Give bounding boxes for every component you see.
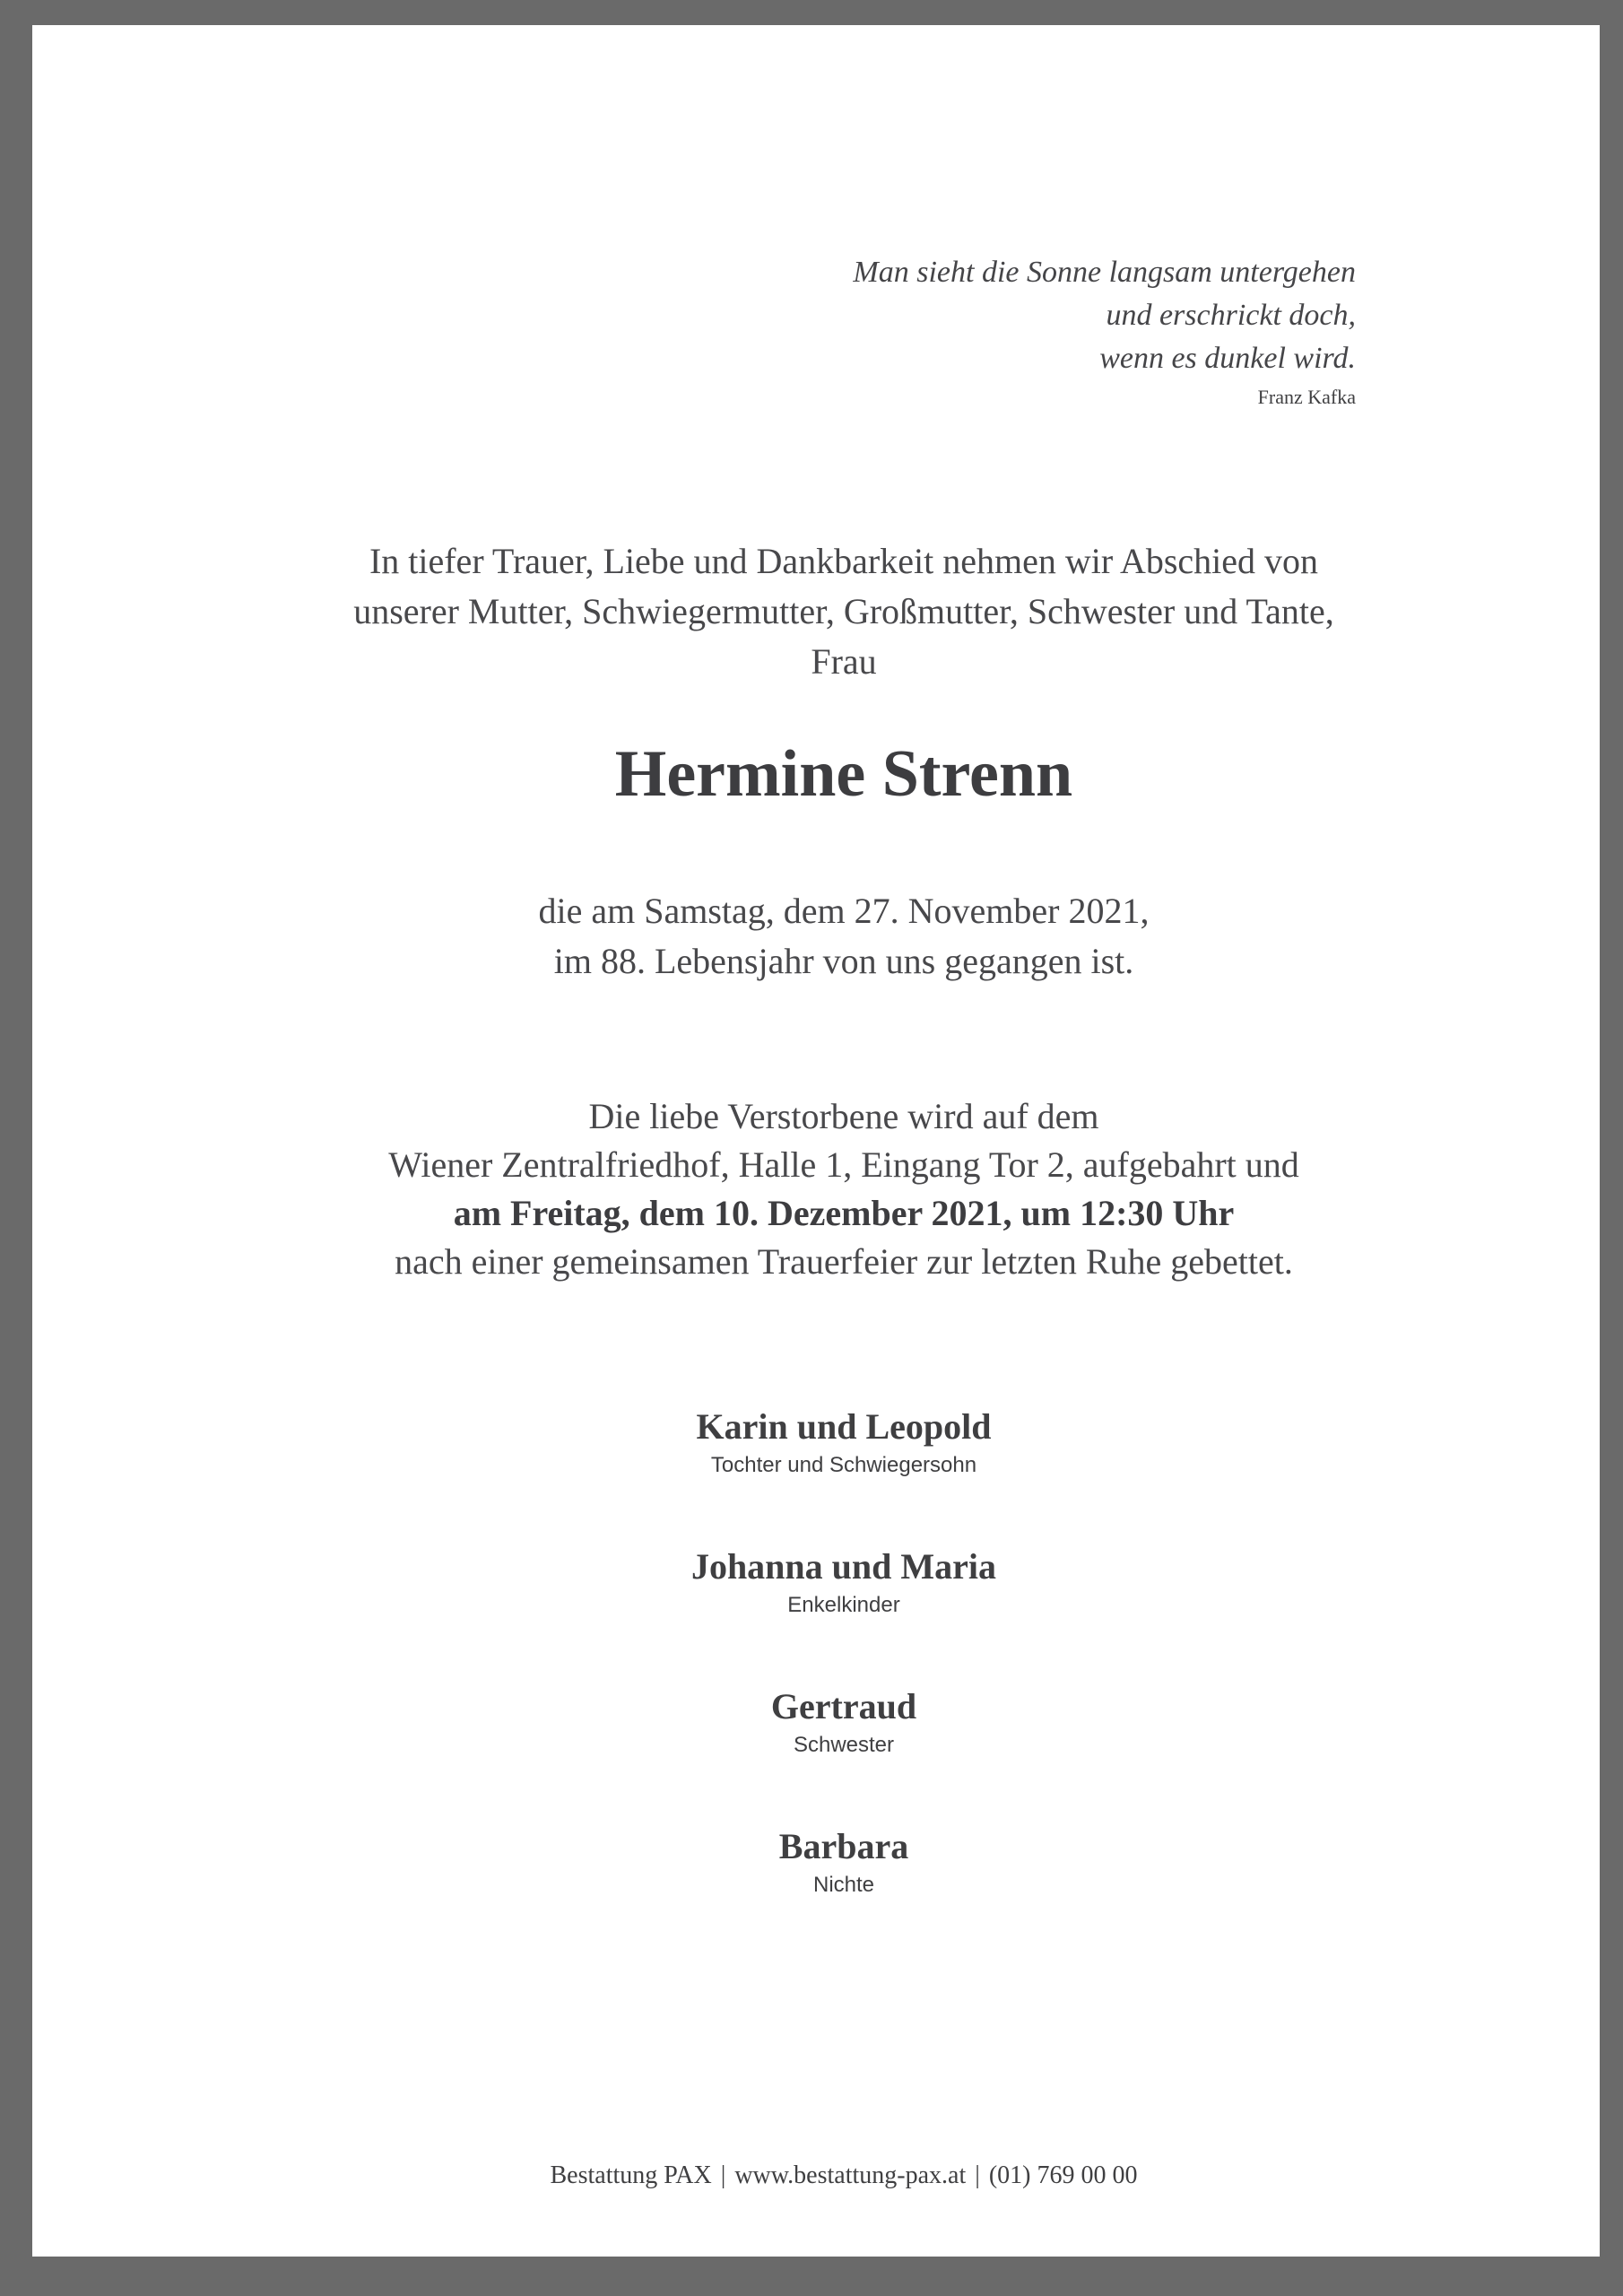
kafka-quote — [853, 251, 1356, 411]
mourner-name: Barbara — [778, 1826, 909, 1866]
deceased-name: Hermine Strenn — [614, 737, 1073, 811]
mourner-name: Karin und Leopold — [696, 1406, 992, 1447]
mourner-item — [32, 1824, 1623, 1964]
death-line-1: die am Samstag, dem 27. November 2021, — [538, 891, 1150, 931]
death-line-2: im 88. Lebensjahr von uns gegangen ist. — [553, 941, 1134, 981]
funeral-date-time: am Freitag, dem 10. Dezember 2021, um 12:30 Uhr — [453, 1193, 1235, 1233]
mourner-item — [32, 1684, 1623, 1824]
mourner-item — [32, 1544, 1623, 1684]
mourner-relation: Nichte — [812, 1873, 875, 1897]
footer-company: Bestattung PAX — [550, 2161, 712, 2189]
quote-line-2: und erschrickt doch, — [1106, 299, 1356, 332]
quote-author: Franz Kafka — [1257, 386, 1356, 408]
mourners-list — [32, 1405, 1623, 1964]
mourner-relation: Schwester — [793, 1733, 895, 1757]
footer-separator-1: | — [720, 2161, 726, 2189]
funeral-details — [32, 1092, 1623, 1286]
death-notice — [32, 886, 1623, 987]
intro-line-3: Frau — [811, 641, 877, 682]
footer-website[interactable]: www.bestattung-pax.at — [734, 2161, 967, 2189]
funeral-line-2: Wiener Zentralfriedhof, Halle 1, Eingang Tor 2, aufgebahrt und — [388, 1144, 1299, 1185]
quote-line-3: wenn es dunkel wird. — [1099, 342, 1356, 375]
mourner-name: Johanna und Maria — [690, 1546, 997, 1587]
mourner-name: Gertraud — [770, 1686, 917, 1726]
footer-separator-2: | — [975, 2161, 980, 2189]
mourner-relation: Tochter und Schwiegersohn — [710, 1453, 977, 1477]
funeral-line-4: nach einer gemeinsamen Trauerfeier zur letzten Ruhe gebettet. — [395, 1241, 1293, 1282]
footer-phone: (01) 769 00 00 — [988, 2161, 1138, 2189]
intro-line-2: unserer Mutter, Schwiegermutter, Großmutter, Schwester und Tante, — [353, 591, 1334, 631]
intro-line-1: In tiefer Trauer, Liebe und Dankbarkeit nehmen wir Abschied von — [369, 541, 1319, 581]
intro-text — [32, 536, 1623, 687]
funeral-line-1: Die liebe Verstorbene wird auf dem — [588, 1096, 1099, 1136]
funeral-home-footer — [32, 2158, 1623, 2194]
quote-line-1: Man sieht die Sonne langsam untergehen — [853, 256, 1356, 289]
mourner-item — [32, 1405, 1623, 1544]
mourner-relation: Enkelkinder — [787, 1593, 900, 1617]
